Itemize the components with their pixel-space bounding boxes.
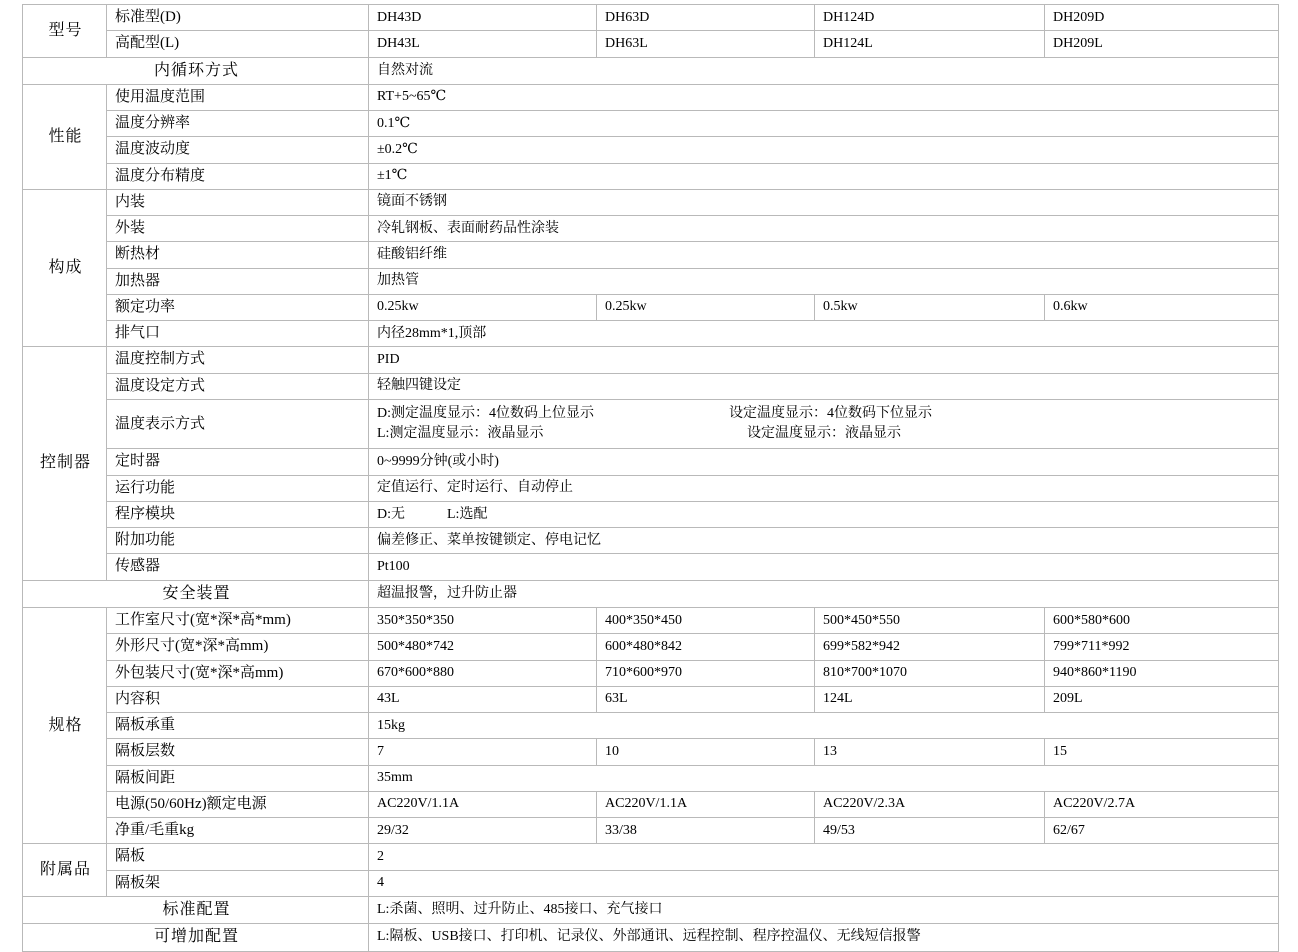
table-row — [23, 580, 1279, 607]
table-row — [23, 111, 1279, 137]
table-row — [23, 765, 1279, 791]
cell-value: 810*700*1070 — [815, 660, 1045, 686]
cell-value: ±0.2℃ — [369, 137, 1279, 163]
table-row — [23, 528, 1279, 554]
category-specification: 规格 — [23, 608, 107, 844]
row-label: 定时器 — [107, 449, 369, 475]
row-label-standard-config: 标准配置 — [23, 896, 369, 923]
row-label: 传感器 — [107, 554, 369, 580]
cell-value: 自然对流 — [369, 57, 1279, 84]
cell-value: 超温报警，过升防止器 — [369, 580, 1279, 607]
row-label: 隔板架 — [107, 870, 369, 896]
cell-value: 0.6kw — [1045, 294, 1279, 320]
table-row — [23, 896, 1279, 923]
cell-value: 偏差修正、菜单按键锁定、停电记忆 — [369, 528, 1279, 554]
row-label: 隔板 — [107, 844, 369, 870]
cell-value: DH209L — [1045, 31, 1279, 57]
display-mode-l-set: 设定温度显示：液晶显示 — [747, 426, 901, 442]
cell-value: 内径28mm*1,顶部 — [369, 321, 1279, 347]
cell-value: 699*582*942 — [815, 634, 1045, 660]
table-row — [23, 739, 1279, 765]
cell-value: 49/53 — [815, 818, 1045, 844]
row-label: 隔板层数 — [107, 739, 369, 765]
cell-value: 710*600*970 — [597, 660, 815, 686]
table-row — [23, 844, 1279, 870]
cell-value: 硅酸铝纤维 — [369, 242, 1279, 268]
cell-value: DH209D — [1045, 5, 1279, 31]
cell-value: Pt100 — [369, 554, 1279, 580]
table-row — [23, 321, 1279, 347]
cell-value: 600*480*842 — [597, 634, 815, 660]
table-row — [23, 713, 1279, 739]
table-row — [23, 216, 1279, 242]
cell-value: 2 — [369, 844, 1279, 870]
cell-value: 63L — [597, 686, 815, 712]
category-controller: 控制器 — [23, 347, 107, 580]
cell-value: AC220V/1.1A — [369, 791, 597, 817]
row-label-circulation: 内循环方式 — [23, 57, 369, 84]
table-row — [23, 818, 1279, 844]
table-row — [23, 870, 1279, 896]
row-label: 内装 — [107, 189, 369, 215]
table-row — [23, 347, 1279, 373]
cell-value: 0~9999分钟(或小时) — [369, 449, 1279, 475]
table-row — [23, 660, 1279, 686]
cell-value: DH63L — [597, 31, 815, 57]
table-row — [23, 373, 1279, 399]
cell-value: 500*480*742 — [369, 634, 597, 660]
cell-value: 62/67 — [1045, 818, 1279, 844]
cell-value: 799*711*992 — [1045, 634, 1279, 660]
cell-value: DH124D — [815, 5, 1045, 31]
row-label: 外包装尺寸(宽*深*高mm) — [107, 660, 369, 686]
table-row — [23, 294, 1279, 320]
cell-value: ±1℃ — [369, 163, 1279, 189]
cell-value: 0.25kw — [369, 294, 597, 320]
cell-value: 13 — [815, 739, 1045, 765]
cell-value: 670*600*880 — [369, 660, 597, 686]
row-label: 附加功能 — [107, 528, 369, 554]
cell-value: 35mm — [369, 765, 1279, 791]
row-label: 高配型(L) — [107, 31, 369, 57]
category-construction: 构成 — [23, 189, 107, 347]
row-label: 标准型(D) — [107, 5, 369, 31]
row-label: 程序模块 — [107, 501, 369, 527]
row-label: 隔板承重 — [107, 713, 369, 739]
cell-value: 209L — [1045, 686, 1279, 712]
table-row — [23, 449, 1279, 475]
row-label: 运行功能 — [107, 475, 369, 501]
table-row — [23, 791, 1279, 817]
cell-value: 4 — [369, 870, 1279, 896]
cell-value: 冷轧钢板、表面耐药品性涂装 — [369, 216, 1279, 242]
table-row — [23, 242, 1279, 268]
row-label: 温度控制方式 — [107, 347, 369, 373]
table-row — [23, 137, 1279, 163]
cell-value: L:杀菌、照明、过升防止、485接口、充气接口 — [369, 896, 1279, 923]
row-label: 外形尺寸(宽*深*高mm) — [107, 634, 369, 660]
cell-value: L:隔板、USB接口、打印机、记录仪、外部通讯、远程控制、程序控温仪、无线短信报警 — [369, 924, 1279, 951]
display-mode-line-d — [377, 404, 1272, 424]
cell-value: DH43D — [369, 5, 597, 31]
cell-value: 124L — [815, 686, 1045, 712]
table-row — [23, 268, 1279, 294]
cell-value: 400*350*450 — [597, 608, 815, 634]
row-label: 外装 — [107, 216, 369, 242]
category-accessories: 附属品 — [23, 844, 107, 897]
cell-value: 0.25kw — [597, 294, 815, 320]
display-mode-d-set: 设定温度显示：4位数码下位显示 — [729, 405, 932, 421]
cell-value: 33/38 — [597, 818, 815, 844]
cell-value: 定值运行、定时运行、自动停止 — [369, 475, 1279, 501]
category-model: 型号 — [23, 5, 107, 58]
cell-value: PID — [369, 347, 1279, 373]
table-row — [23, 5, 1279, 31]
cell-value: 500*450*550 — [815, 608, 1045, 634]
row-label: 电源(50/60Hz)额定电源 — [107, 791, 369, 817]
cell-value: 15 — [1045, 739, 1279, 765]
specification-table — [22, 4, 1279, 952]
row-label-optional-config: 可增加配置 — [23, 924, 369, 951]
cell-value: 43L — [369, 686, 597, 712]
cell-value: AC220V/1.1A — [597, 791, 815, 817]
table-row — [23, 399, 1279, 449]
row-label: 使用温度范围 — [107, 84, 369, 110]
row-label-safety: 安全装置 — [23, 580, 369, 607]
cell-value: 加热管 — [369, 268, 1279, 294]
table-row — [23, 634, 1279, 660]
cell-value: 350*350*350 — [369, 608, 597, 634]
cell-value: 7 — [369, 739, 597, 765]
table-row — [23, 84, 1279, 110]
row-label: 排气口 — [107, 321, 369, 347]
table-row — [23, 57, 1279, 84]
cell-value: 15kg — [369, 713, 1279, 739]
cell-value: 10 — [597, 739, 815, 765]
cell-value: D:无 L:选配 — [369, 501, 1279, 527]
cell-value: 29/32 — [369, 818, 597, 844]
cell-value: DH63D — [597, 5, 815, 31]
cell-value: 0.1℃ — [369, 111, 1279, 137]
row-label: 额定功率 — [107, 294, 369, 320]
table-row — [23, 475, 1279, 501]
cell-value: AC220V/2.3A — [815, 791, 1045, 817]
row-label: 温度设定方式 — [107, 373, 369, 399]
display-mode-line-l — [377, 424, 1272, 444]
table-row — [23, 686, 1279, 712]
row-label: 隔板间距 — [107, 765, 369, 791]
cell-value: 600*580*600 — [1045, 608, 1279, 634]
row-label: 温度波动度 — [107, 137, 369, 163]
table-row — [23, 189, 1279, 215]
cell-value: DH43L — [369, 31, 597, 57]
table-row — [23, 501, 1279, 527]
table-row — [23, 608, 1279, 634]
row-label: 内容积 — [107, 686, 369, 712]
cell-value: 940*860*1190 — [1045, 660, 1279, 686]
cell-value: 轻触四键设定 — [369, 373, 1279, 399]
row-label: 加热器 — [107, 268, 369, 294]
table-row — [23, 31, 1279, 57]
table-row — [23, 924, 1279, 951]
cell-value: RT+5~65℃ — [369, 84, 1279, 110]
table-row — [23, 163, 1279, 189]
row-label: 温度分辨率 — [107, 111, 369, 137]
row-label: 温度分布精度 — [107, 163, 369, 189]
cell-value: DH124L — [815, 31, 1045, 57]
cell-value: 0.5kw — [815, 294, 1045, 320]
display-mode-d-measured: D:测定温度显示：4位数码上位显示 — [377, 405, 594, 421]
row-label: 温度表示方式 — [107, 399, 369, 449]
row-label: 工作室尺寸(宽*深*高*mm) — [107, 608, 369, 634]
table-row — [23, 554, 1279, 580]
cell-display-modes — [369, 399, 1279, 449]
category-performance: 性能 — [23, 84, 107, 189]
display-mode-l-measured: L:测定温度显示：液晶显示 — [377, 426, 544, 442]
cell-value: AC220V/2.7A — [1045, 791, 1279, 817]
row-label: 断热材 — [107, 242, 369, 268]
cell-value: 镜面不锈钢 — [369, 189, 1279, 215]
row-label: 净重/毛重kg — [107, 818, 369, 844]
